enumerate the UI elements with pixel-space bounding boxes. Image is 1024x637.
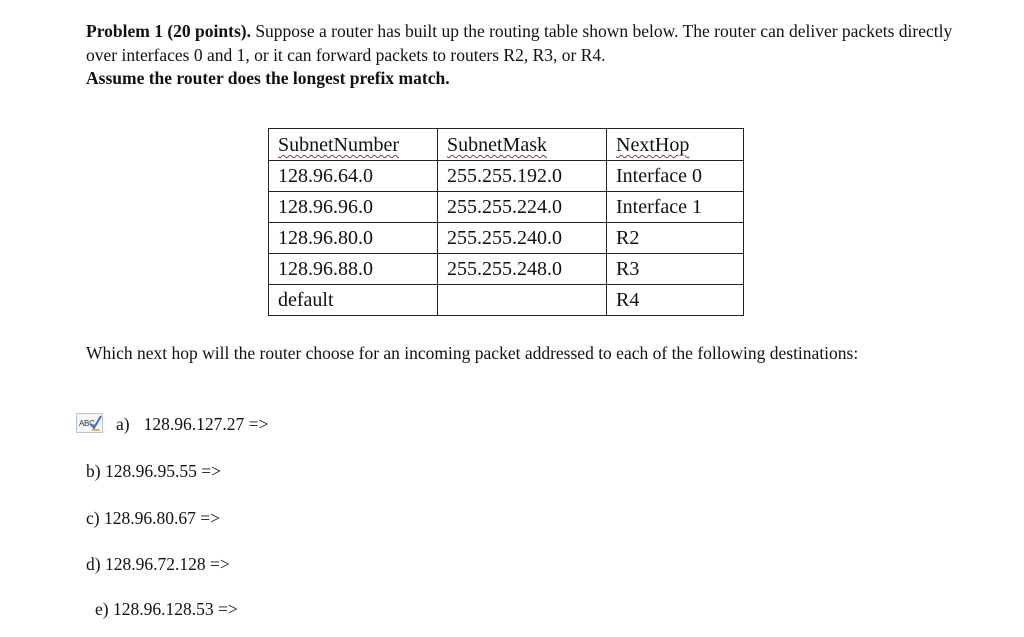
destination-item-c: [86, 507, 220, 529]
destination-item-a: [116, 413, 268, 435]
problem-emphasis: Assume the router does the longest prefix match.: [86, 68, 450, 88]
problem-statement: [86, 20, 966, 91]
table-row: [269, 161, 744, 192]
table-row: [269, 285, 744, 316]
cell-subnet-mask: 255.255.248.0: [438, 254, 607, 285]
table-row: [269, 192, 744, 223]
destination-item-b: [86, 460, 221, 482]
problem-heading: Problem 1 (20 points).: [86, 21, 251, 41]
table-header-row: [269, 129, 744, 161]
cell-subnet-number: 128.96.88.0: [269, 254, 438, 285]
item-label: a): [116, 414, 130, 434]
cell-subnet-number: default: [269, 285, 438, 316]
question-text: Which next hop will the router choose for an incoming packet addressed to each of the following destinations:: [86, 343, 859, 363]
spellcheck-icon[interactable]: [76, 413, 103, 433]
cell-subnet-number: 128.96.80.0: [269, 223, 438, 254]
item-label: d): [86, 554, 101, 574]
cell-subnet-mask: 255.255.240.0: [438, 223, 607, 254]
cell-next-hop: R4: [607, 285, 744, 316]
cell-subnet-mask: 255.255.224.0: [438, 192, 607, 223]
header-subnet-number: SubnetNumber: [269, 129, 438, 161]
table-row: [269, 254, 744, 285]
cell-next-hop: Interface 0: [607, 161, 744, 192]
cell-subnet-mask: 255.255.192.0: [438, 161, 607, 192]
item-label: c): [86, 508, 100, 528]
destination-item-d: [86, 553, 230, 575]
checkmark-icon: [89, 414, 103, 432]
item-address: 128.96.72.128 =>: [104, 554, 230, 574]
cell-next-hop: Interface 1: [607, 192, 744, 223]
cell-subnet-number: 128.96.64.0: [269, 161, 438, 192]
problem-text: Suppose a router has built up the routing table shown below. The router can deliver packets directly over interfaces 0 and 1, or it can forward packets to routers R2, R3, or R4.: [86, 21, 953, 65]
table-row: [269, 223, 744, 254]
item-label: e): [95, 599, 109, 619]
cell-next-hop: R3: [607, 254, 744, 285]
header-subnet-mask: SubnetMask: [438, 129, 607, 161]
item-address: 128.96.95.55 =>: [104, 461, 221, 481]
header-next-hop: NextHop: [607, 129, 744, 161]
item-label: b): [86, 461, 101, 481]
item-address: 128.96.128.53 =>: [112, 599, 238, 619]
spellcheck-icon-label: ABC: [79, 419, 95, 428]
item-address: 128.96.80.67 =>: [103, 508, 220, 528]
cell-next-hop: R2: [607, 223, 744, 254]
cell-subnet-number: 128.96.96.0: [269, 192, 438, 223]
cell-subnet-mask: [438, 285, 607, 316]
destination-item-e: [95, 598, 238, 620]
item-address: 128.96.127.27 =>: [143, 414, 269, 434]
routing-table: [268, 128, 744, 316]
